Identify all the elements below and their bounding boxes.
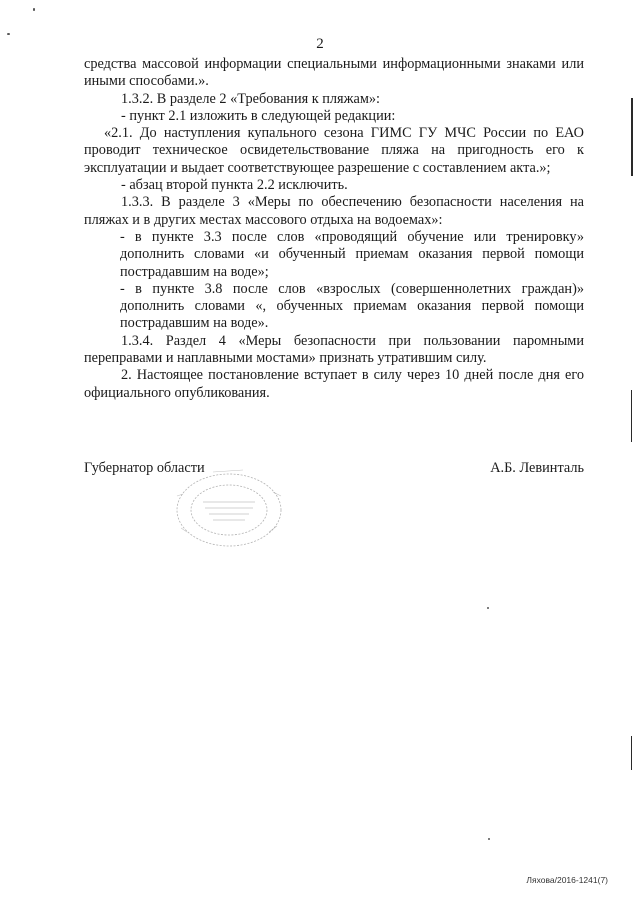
scan-speck <box>487 607 489 609</box>
page-number: 2 <box>316 36 324 52</box>
body-paragraph: 1.3.3. В разделе 3 «Меры по обеспечению безопасности населения на пляжах и в других местах массового отдыха на водоемах»: <box>84 194 584 228</box>
scan-edge-mark <box>631 390 632 442</box>
scan-speck <box>488 838 490 840</box>
signature-block <box>84 460 584 477</box>
body-paragraph: - абзац второй пункта 2.2 исключить. <box>121 177 348 194</box>
body-paragraph: «2.1. До наступления купального сезона ГИМС ГУ МЧС России по ЕАО проводит техническое освидетельствование пляжа на пригодность его к эксплуатации и выдает соответствующее разрешение с составлением акта.»; <box>84 125 584 176</box>
body-paragraph: средства массовой информации специальными информационными знаками или иными способами.». <box>84 56 584 90</box>
body-paragraph: 2. Настоящее постановление вступает в силу через 10 дней после дня его официального опубликования. <box>84 367 584 401</box>
signatory-position: Губернатор области <box>84 460 205 476</box>
body-paragraph: - в пункте 3.3 после слов «проводящий обучение или тренировку» дополнить словами «и обученный приемам оказания первой помощи пострадавшим на воде»; <box>120 228 584 280</box>
scan-edge-mark <box>631 98 633 176</box>
body-paragraph: - пункт 2.1 изложить в следующей редакции: <box>121 107 396 124</box>
scan-speck <box>33 8 35 11</box>
body-paragraph: - в пункте 3.8 после слов «взрослых (совершеннолетних граждан)» дополнить словами «, обученных приемам оказания первой помощи пострадавшим на воде». <box>120 280 584 332</box>
document-reference-code: Ляхова/2016-1241(7) <box>526 875 608 885</box>
body-paragraph: 1.3.2. В разделе 2 «Требования к пляжам»: <box>121 90 381 107</box>
signatory-name: А.Б. Левинталь <box>490 460 584 476</box>
body-paragraph: 1.3.4. Раздел 4 «Меры безопасности при пользовании паромными переправами и наплавными мостами» признать утратившим силу. <box>84 332 584 367</box>
official-stamp-seal <box>173 466 285 550</box>
document-body <box>84 56 584 402</box>
scan-speck <box>7 33 10 35</box>
scan-edge-mark <box>631 736 632 770</box>
